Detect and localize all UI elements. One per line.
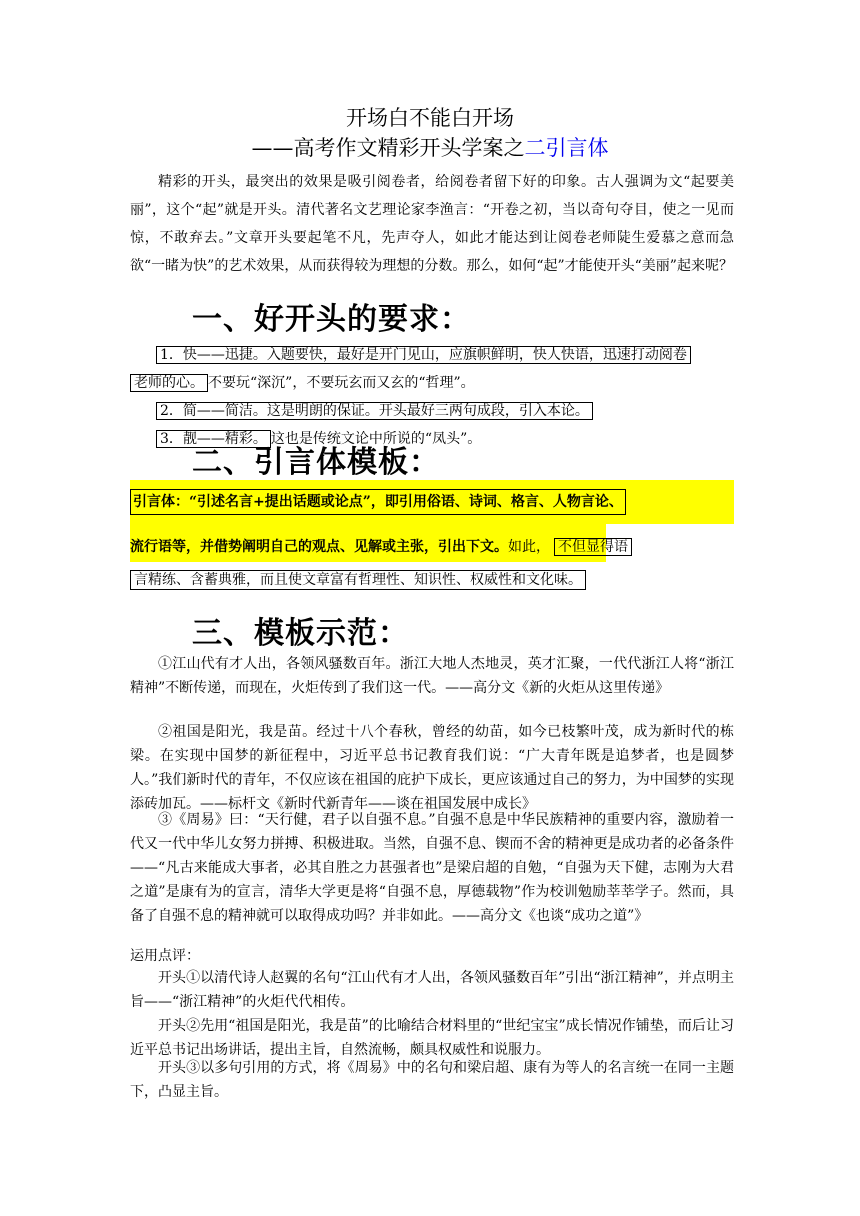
requirement-1 bbox=[130, 341, 740, 397]
intro-paragraph: 精彩的开头，最突出的效果是吸引阅卷者，给阅卷者留下好的印象。古人强调为文“起要美丽”，这个“起”就是开头。清代著名文艺理论家李渔言：“开卷之初，当以奇句夺目，使之一见而惊，不敢弃去。”文章开头要起笔不凡，先声夺人，如此才能达到让阅卷老师陡生爱慕之意而急欲“一睹为快”的艺术效果，从而获得较为理想的分数。那么，如何“起”才能使开头“美丽”起来呢？ bbox=[130, 174, 734, 274]
requirement-2-box: 2．简——简洁。这是明朗的保证。开头最好三两句成段，引入本论。 bbox=[156, 402, 593, 420]
subtitle-highlight: 二引言体 bbox=[524, 136, 609, 160]
doc-title: 开场白不能白开场 bbox=[346, 106, 514, 130]
template-benefit-line2 bbox=[130, 568, 586, 592]
template-definition-line1: 引言体：“引述名言+提出话题或论点”，即引用俗语、诗词、格言、人物言论、 bbox=[130, 489, 626, 515]
requirement-3-rest: 这也是传统文论中所说的“凤头”。 bbox=[270, 431, 482, 447]
subtitle-prefix: ——高考作文精彩开头学案之 bbox=[251, 136, 525, 160]
doc-subtitle bbox=[0, 134, 860, 162]
requirement-2 bbox=[156, 397, 593, 425]
requirement-1-box-line1: 1．快——迅捷。入题要快，最好是开门见山，应旗帜鲜明，快人快语，迅速打动阅卷 bbox=[156, 346, 691, 364]
requirement-1-rest: 不要玩“深沉”，不要玩玄而又玄的“哲理”。 bbox=[208, 375, 475, 391]
comment-2: 开头②先用“祖国是阳光，我是苗”的比喻结合材料里的“世纪宝宝”成长情况作铺垫，而后让习近平总书记出场讲话，提出主旨，自然流畅，颇具权威性和说服力。 bbox=[130, 1018, 734, 1058]
template-after-highlight: 如此， bbox=[508, 539, 550, 555]
requirement-1-box-line2: 老师的心。 bbox=[130, 374, 208, 392]
section2-heading: 二、引言体模板： bbox=[192, 445, 440, 480]
section3-heading: 三、模板示范： bbox=[192, 616, 409, 651]
template-definition-line2-text: 流行语等，并借势阐明自己的观点、见解或主张，引出下文。 bbox=[130, 539, 508, 555]
comment-1: 开头①以清代诗人赵翼的名句“江山代有才人出，各领风骚数百年”引出“浙江精神”，并点明主旨——“浙江精神”的火炬代代相传。 bbox=[130, 970, 734, 1010]
template-benefit-box-line2: 言精练、含蓄典雅，而且使文章富有哲理性、知识性、权威性和文化味。 bbox=[130, 570, 586, 590]
comment-3: 开头③以多句引用的方式，将《周易》中的名句和梁启超、康有为等人的名言统一在同一主题下，凸显主旨。 bbox=[130, 1060, 734, 1100]
section1-heading: 一、好开头的要求： bbox=[192, 302, 471, 337]
example-3: ③《周易》曰：“天行健，君子以自强不息。”自强不息是中华民族精神的重要内容，激励着一代又一代中华儿女努力拼搏、积极进取。当然，自强不息、锲而不舍的精神更是成功者的必备条件——“凡古来能成大事者，必其自胜之力甚强者也”是梁启超的自勉，“自强为天下健，志刚为大君之道”是康有为的宣言，清华大学更是将“自强不息，厚德载物”作为校训勉励莘莘学子。然而，具备了自强不息的精神就可以取得成功吗？并非如此。——高分文《也谈“成功之道”》 bbox=[130, 812, 734, 924]
requirement-3-box: 3．靓——精彩。 bbox=[156, 430, 271, 448]
template-definition-line2 bbox=[130, 535, 632, 559]
template-benefit-box-line1: 不但显得语 bbox=[554, 538, 632, 556]
example-1: ①江山代有才人出，各领风骚数百年。浙江大地人杰地灵，英才汇聚，一代代浙江人将“浙江精神”不断传递，而现在，火炬传到了我们这一代。——高分文《新的火炬从这里传递》 bbox=[130, 656, 734, 696]
comment-label: 运用点评： bbox=[130, 948, 200, 964]
example-2: ②祖国是阳光，我是苗。经过十八个春秋，曾经的幼苗，如今已枝繁叶茂，成为新时代的栋梁。在实现中国梦的新征程中，习近平总书记教育我们说：“广大青年既是追梦者，也是圆梦人。”我们新时代的青年，不仅应该在祖国的庇护下成长，更应该通过自己的努力，为中国梦的实现添砖加瓦。——标杆文《新时代新青年——谈在祖国发展中成长》 bbox=[130, 724, 734, 812]
